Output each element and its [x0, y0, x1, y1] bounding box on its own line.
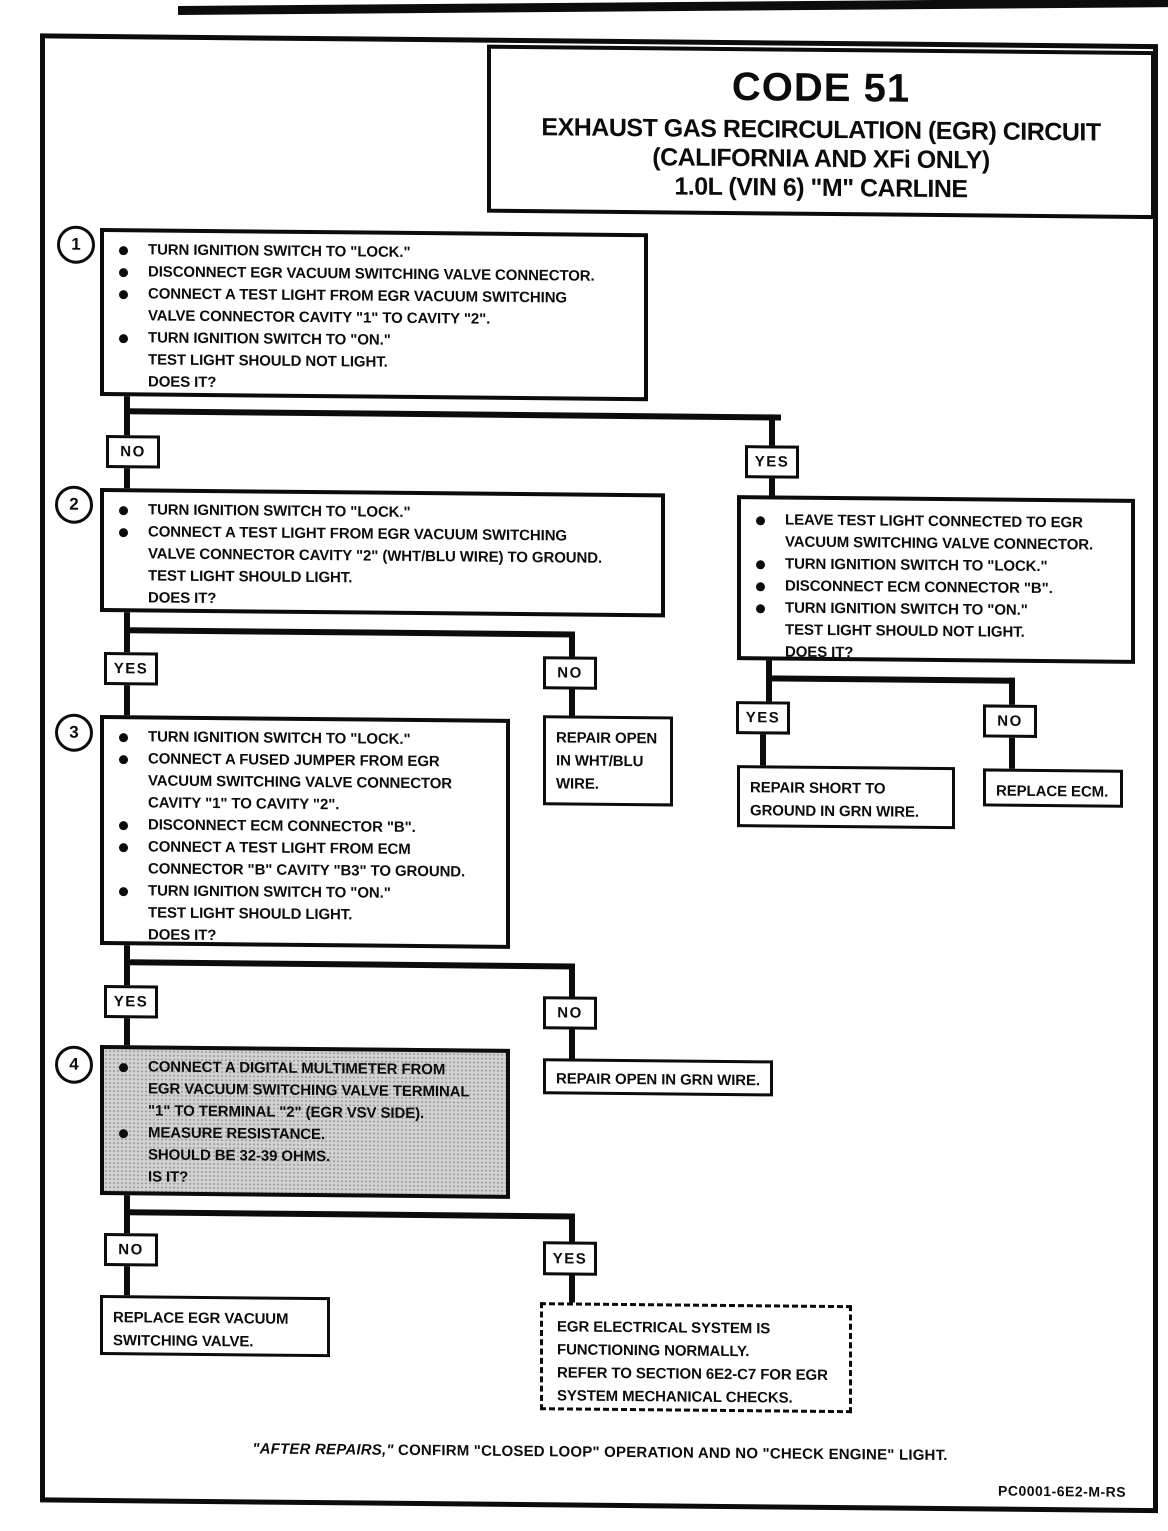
instruction-text: CONNECT A TEST LIGHT FROM ECM — [148, 838, 411, 858]
instruction-text: LEAVE TEST LIGHT CONNECTED TO EGR — [785, 511, 1083, 532]
step-3-number — [55, 714, 93, 752]
instruction-text: CONNECT A TEST LIGHT FROM EGR VACUUM SWITCHING — [148, 523, 567, 545]
action-text: GROUND IN GRN WIRE. — [750, 802, 919, 821]
action-replace-ecm-box — [983, 768, 1123, 807]
connector-line — [1009, 678, 1015, 707]
connector-line — [569, 1273, 575, 1304]
step-1-number — [57, 226, 95, 264]
step-4-number — [55, 1046, 93, 1084]
no-label — [106, 435, 160, 469]
connector-line — [569, 631, 575, 659]
instruction-text: TURN IGNITION SWITCH TO "ON." — [148, 329, 391, 349]
document-reference: PC0001-6E2-M-RS — [998, 1482, 1127, 1500]
instruction-text: DOES IT? — [148, 373, 217, 392]
instruction-text: MEASURE RESISTANCE. — [148, 1124, 326, 1144]
step-3-box — [100, 715, 510, 949]
action-text: WIRE. — [556, 775, 599, 793]
action-text: REPAIR OPEN IN GRN WIRE. — [556, 1070, 761, 1090]
step-2-box — [100, 488, 665, 617]
action-repair-grn-box — [543, 1058, 773, 1096]
instruction-text: DOES IT? — [785, 643, 854, 662]
connector-line — [124, 1016, 130, 1047]
action-text: EGR ELECTRICAL SYSTEM IS — [557, 1318, 771, 1338]
action-text: REFER TO SECTION 6E2-C7 FOR EGR — [557, 1364, 828, 1384]
yes-label — [543, 1241, 597, 1276]
footer-italic-text: "AFTER REPAIRS," — [252, 1440, 394, 1459]
scan-fragment — [1153, 0, 1168, 6]
title-subtitle-3: 1.0L (VIN 6) "M" CARLINE — [674, 172, 968, 204]
scan-fragment — [1096, 0, 1124, 4]
right-branch-box — [737, 495, 1135, 664]
action-text: REPLACE ECM. — [996, 782, 1109, 801]
step-number-text: 2 — [69, 494, 79, 514]
connector-line — [569, 1213, 575, 1243]
instruction-text: TURN IGNITION SWITCH TO "ON." — [785, 599, 1028, 619]
no-text: NO — [557, 1004, 583, 1022]
instruction-text: TURN IGNITION SWITCH TO "LOCK." — [785, 555, 1048, 576]
instruction-text: TURN IGNITION SWITCH TO "LOCK." — [148, 728, 411, 748]
instruction-text: "1" TO TERMINAL "2" (EGR VSV SIDE). — [148, 1102, 425, 1123]
no-text: NO — [120, 443, 146, 461]
page-title: CODE 51 — [731, 65, 911, 111]
step-number-text: 4 — [69, 1054, 79, 1074]
action-repair-short-box — [737, 765, 955, 829]
instruction-text: TEST LIGHT SHOULD NOT LIGHT. — [148, 351, 388, 371]
action-text: SWITCHING VALVE. — [113, 1332, 254, 1351]
no-label — [983, 704, 1037, 738]
connector-line — [569, 963, 575, 998]
instruction-text: VALVE CONNECTOR CAVITY "1" TO CAVITY "2". — [148, 307, 491, 328]
no-label — [104, 1233, 158, 1267]
connector-line — [124, 683, 130, 717]
instruction-text: CONNECT A FUSED JUMPER FROM EGR — [148, 750, 440, 771]
action-text: IN WHT/BLU — [556, 752, 644, 771]
no-label — [543, 996, 597, 1030]
connector-line — [569, 1027, 575, 1060]
action-text: FUNCTIONING NORMALLY. — [557, 1341, 750, 1361]
yes-label — [104, 985, 158, 1019]
connector-line — [124, 394, 130, 438]
step-number-text: 1 — [71, 234, 81, 254]
instruction-text: SHOULD BE 32-39 OHMS. — [148, 1146, 331, 1166]
no-text: NO — [118, 1241, 144, 1259]
action-text: REPLACE EGR VACUUM — [113, 1309, 289, 1328]
yes-text: YES — [113, 993, 149, 1011]
instruction-text: IS IT? — [148, 1168, 189, 1186]
action-repair-whtblu-box — [543, 715, 673, 806]
yes-text: YES — [552, 1249, 588, 1268]
instruction-text: VACUUM SWITCHING VALVE CONNECTOR. — [785, 533, 1094, 554]
instruction-text: DOES IT? — [148, 926, 217, 945]
action-text: REPAIR OPEN — [556, 729, 658, 748]
action-text: REPAIR SHORT TO — [750, 779, 886, 798]
instruction-line — [741, 641, 1131, 667]
instruction-text: EGR VACUUM SWITCHING VALVE TERMINAL — [148, 1080, 470, 1101]
no-label — [543, 656, 597, 690]
instruction-text: DISCONNECT EGR VACUUM SWITCHING VALVE CONNECTOR. — [148, 263, 595, 285]
yes-label — [745, 445, 799, 479]
yes-text: YES — [113, 660, 149, 678]
instruction-text: TEST LIGHT SHOULD LIGHT. — [148, 904, 353, 924]
connector-line — [769, 476, 775, 497]
instruction-text: VACUUM SWITCHING VALVE CONNECTOR — [148, 772, 453, 793]
action-replace-vsv-box — [100, 1295, 330, 1357]
instruction-text: TEST LIGHT SHOULD LIGHT. — [148, 567, 353, 587]
connector-line — [1009, 736, 1015, 771]
footer-text: CONFIRM "CLOSED LOOP" OPERATION AND NO "CHECK ENGINE" LIGHT. — [398, 1441, 948, 1465]
title-subtitle-1: EXHAUST GAS RECIRCULATION (EGR) CIRCUIT — [541, 113, 1101, 147]
connector-line — [760, 732, 766, 767]
instruction-text: CONNECTOR "B" CAVITY "B3" TO GROUND. — [148, 860, 466, 881]
step-1-box — [100, 228, 648, 401]
step-4-box — [100, 1045, 510, 1199]
no-text: NO — [557, 664, 583, 682]
yes-text: YES — [745, 709, 781, 727]
instruction-text: TURN IGNITION SWITCH TO "LOCK." — [148, 241, 411, 261]
instruction-text: VALVE CONNECTOR CAVITY "2" (WHT/BLU WIRE) TO GROUND. — [148, 545, 603, 567]
instruction-line — [104, 371, 644, 398]
instruction-text: DOES IT? — [148, 589, 217, 608]
connector-line — [124, 1264, 130, 1297]
instruction-text: CAVITY "1" TO CAVITY "2". — [148, 794, 340, 814]
instruction-line — [104, 924, 506, 950]
no-text: NO — [997, 712, 1023, 730]
instruction-text: CONNECT A TEST LIGHT FROM EGR VACUUM SWITCHING — [148, 285, 567, 307]
scan-fragment — [1130, 0, 1148, 5]
instruction-text: TURN IGNITION SWITCH TO "ON." — [148, 882, 391, 902]
yes-text: YES — [754, 453, 790, 471]
instruction-text: DISCONNECT ECM CONNECTOR "B". — [785, 577, 1053, 598]
yes-label — [736, 701, 790, 735]
title-subtitle-2: (CALIFORNIA AND XFi ONLY) — [652, 143, 990, 175]
instruction-text: TEST LIGHT SHOULD NOT LIGHT. — [785, 621, 1025, 641]
title-box — [487, 45, 1155, 219]
instruction-line — [104, 587, 661, 614]
connector-line — [769, 414, 775, 448]
step-2-number — [55, 486, 93, 524]
connector-line — [569, 687, 575, 717]
instruction-text: DISCONNECT ECM CONNECTOR "B". — [148, 816, 416, 836]
action-normal-box — [540, 1302, 852, 1413]
instruction-text: CONNECT A DIGITAL MULTIMETER FROM — [148, 1058, 446, 1079]
instruction-text: TURN IGNITION SWITCH TO "LOCK." — [148, 501, 411, 521]
instruction-line — [104, 1166, 506, 1192]
action-text: SYSTEM MECHANICAL CHECKS. — [557, 1387, 793, 1407]
step-number-text: 3 — [69, 722, 79, 742]
yes-label — [104, 652, 158, 686]
